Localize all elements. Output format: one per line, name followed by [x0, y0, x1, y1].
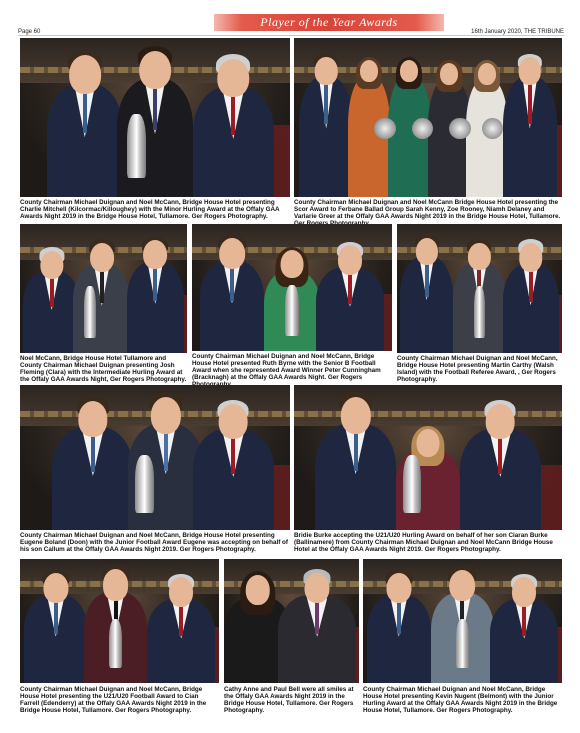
trophy-plate-icon — [374, 118, 395, 139]
photo-intermediate-hurling — [20, 224, 187, 353]
person-figure — [316, 242, 384, 351]
photo-football-referee — [397, 224, 562, 353]
trophy-icon — [456, 619, 470, 669]
trophy-icon — [109, 619, 123, 669]
photo-minor-hurling — [20, 38, 290, 197]
caption-scor-award: County Chairman Michael Duignan and Noel McCann Bridge House Hotel presenting the Scor Award to Ferbane Ballad Group Sarah Kenny, Zoe Rooney, Niamh Delaney and Varlarie Greer at the Offaly GAA Awards Night 2019 in the Bridge House Hotel, Tullamore. — [294, 199, 561, 220]
person-figure — [200, 234, 264, 351]
person-figure — [299, 54, 353, 197]
trophy-icon — [474, 286, 486, 338]
person-figure — [127, 237, 184, 353]
section-title-banner: Player of the Year Awards — [214, 14, 444, 31]
caption-minor-hurling: County Chairman Michael Duignan and Noel McCann, Bridge House Hotel presenting Charlie Mitchell (Kilcormac/Killoughey) with the Minor Hurling Award at the Offaly GAA Awards Night 2019 in the Bridge House Hotel, Tullamore. Ger Rogers Photography. — [20, 199, 280, 220]
person-figure — [490, 574, 558, 683]
person-figure — [193, 400, 274, 531]
caption-intermediate-hurling: Noel McCann, Bridge House Hotel Tullamore and County Chairman Michael Duignan presenting Josh Fleming (Clara) with the Intermediate Hurling Award at the Offaly GAA Awards Night, Ger Rogers Photography. — [20, 355, 187, 383]
person-figure — [367, 569, 431, 683]
trophy-icon — [135, 455, 154, 513]
caption-couple: Cathy Anne and Paul Bell were all smiles at the Offaly GAA Awards Night 2019 in the Bridge House Hotel, Tullamore. Ger Rogers Photography. — [224, 686, 354, 714]
photo-junior-football — [20, 385, 290, 530]
person-figure — [503, 54, 557, 197]
caption-u21-u20-football: County Chairman Michael Duignan and Noel McCann, Bridge House Hotel presenting the U21/U20 Football Award to Cian Farrell (Edenderry) at the Offaly GAA Awards Night 2019 in the Bridge House Hotel, Tullamore. Ger Rogers Photography. — [20, 686, 207, 714]
trophy-icon — [84, 286, 96, 338]
photo-u21-u20-hurling — [294, 385, 562, 530]
dateline: 16th January 2020, THE TRIBUNE — [471, 29, 564, 35]
caption-junior-hurling: County Chairman Michael Duignan and Noel McCann, Bridge House Hotel presenting Kevin Nugent (Belmont) with the Junior Hurling Award at the Offaly GAA Awards Night 2019 in the Bridge House Hotel, Tullamore. Ger Rogers Photography. — [363, 686, 558, 714]
trophy-plate-icon — [449, 118, 470, 139]
person-figure — [147, 574, 215, 683]
person-figure — [23, 247, 80, 353]
photo-scor-award — [294, 38, 562, 197]
trophy-icon — [403, 455, 422, 513]
page-header — [18, 14, 564, 35]
caption-football-referee: County Chairman Michael Duignan and Noel McCann, Bridge House Hotel presenting Martin Carthy (Walsh Island) with the Football Referee Award, , Ger Rogers Photography. — [397, 355, 558, 383]
caption-senior-b-football: County Chairman Michael Duignan and Noel McCann, Bridge House Hotel presented Ruth Byrne with the Senior B Football Award when she represented Award Winner Peter Cunningham (Bracknagh) at the Offaly GAA Awards Night. Ger Rogers — [192, 353, 381, 381]
person-figure — [52, 397, 133, 530]
person-figure — [73, 239, 130, 353]
person-figure — [193, 54, 274, 197]
caption-u21-u20-hurling: Bridie Burke accepting the U21/U20 Hurling Award on behalf of her son Ciaran Burke (Ballinamere) from County Chairman Michael Duignan and Noel McCann Bridge House Hotel at the Offaly GAA Awards Night 2019. Ger Rogers Photography. — [294, 532, 553, 553]
person-figure — [400, 234, 453, 353]
trophy-icon — [127, 114, 146, 178]
trophy-plate-icon — [482, 118, 503, 139]
photo-couple — [224, 559, 359, 683]
page-number: Page 60 — [18, 29, 41, 35]
person-figure — [503, 239, 559, 353]
person-figure — [47, 51, 123, 197]
trophy-icon — [285, 285, 299, 336]
person-figure — [460, 400, 540, 531]
photo-junior-hurling — [363, 559, 562, 683]
person-figure — [315, 392, 395, 530]
person-figure — [24, 569, 88, 683]
caption-junior-football: County Chairman Michael Duignan and Noel McCann, Bridge House Hotel presenting Eugene Boland (Doon) with the Junior Football Award Eugene was accepting on behalf of his son Callum at the Offaly GAA Awards Night 2019. Ger Rogers Photography. — [20, 532, 288, 553]
header-rule — [18, 35, 564, 36]
person-figure — [278, 569, 356, 683]
photo-senior-b-football — [192, 224, 392, 351]
photo-u21-u20-football — [20, 559, 219, 683]
